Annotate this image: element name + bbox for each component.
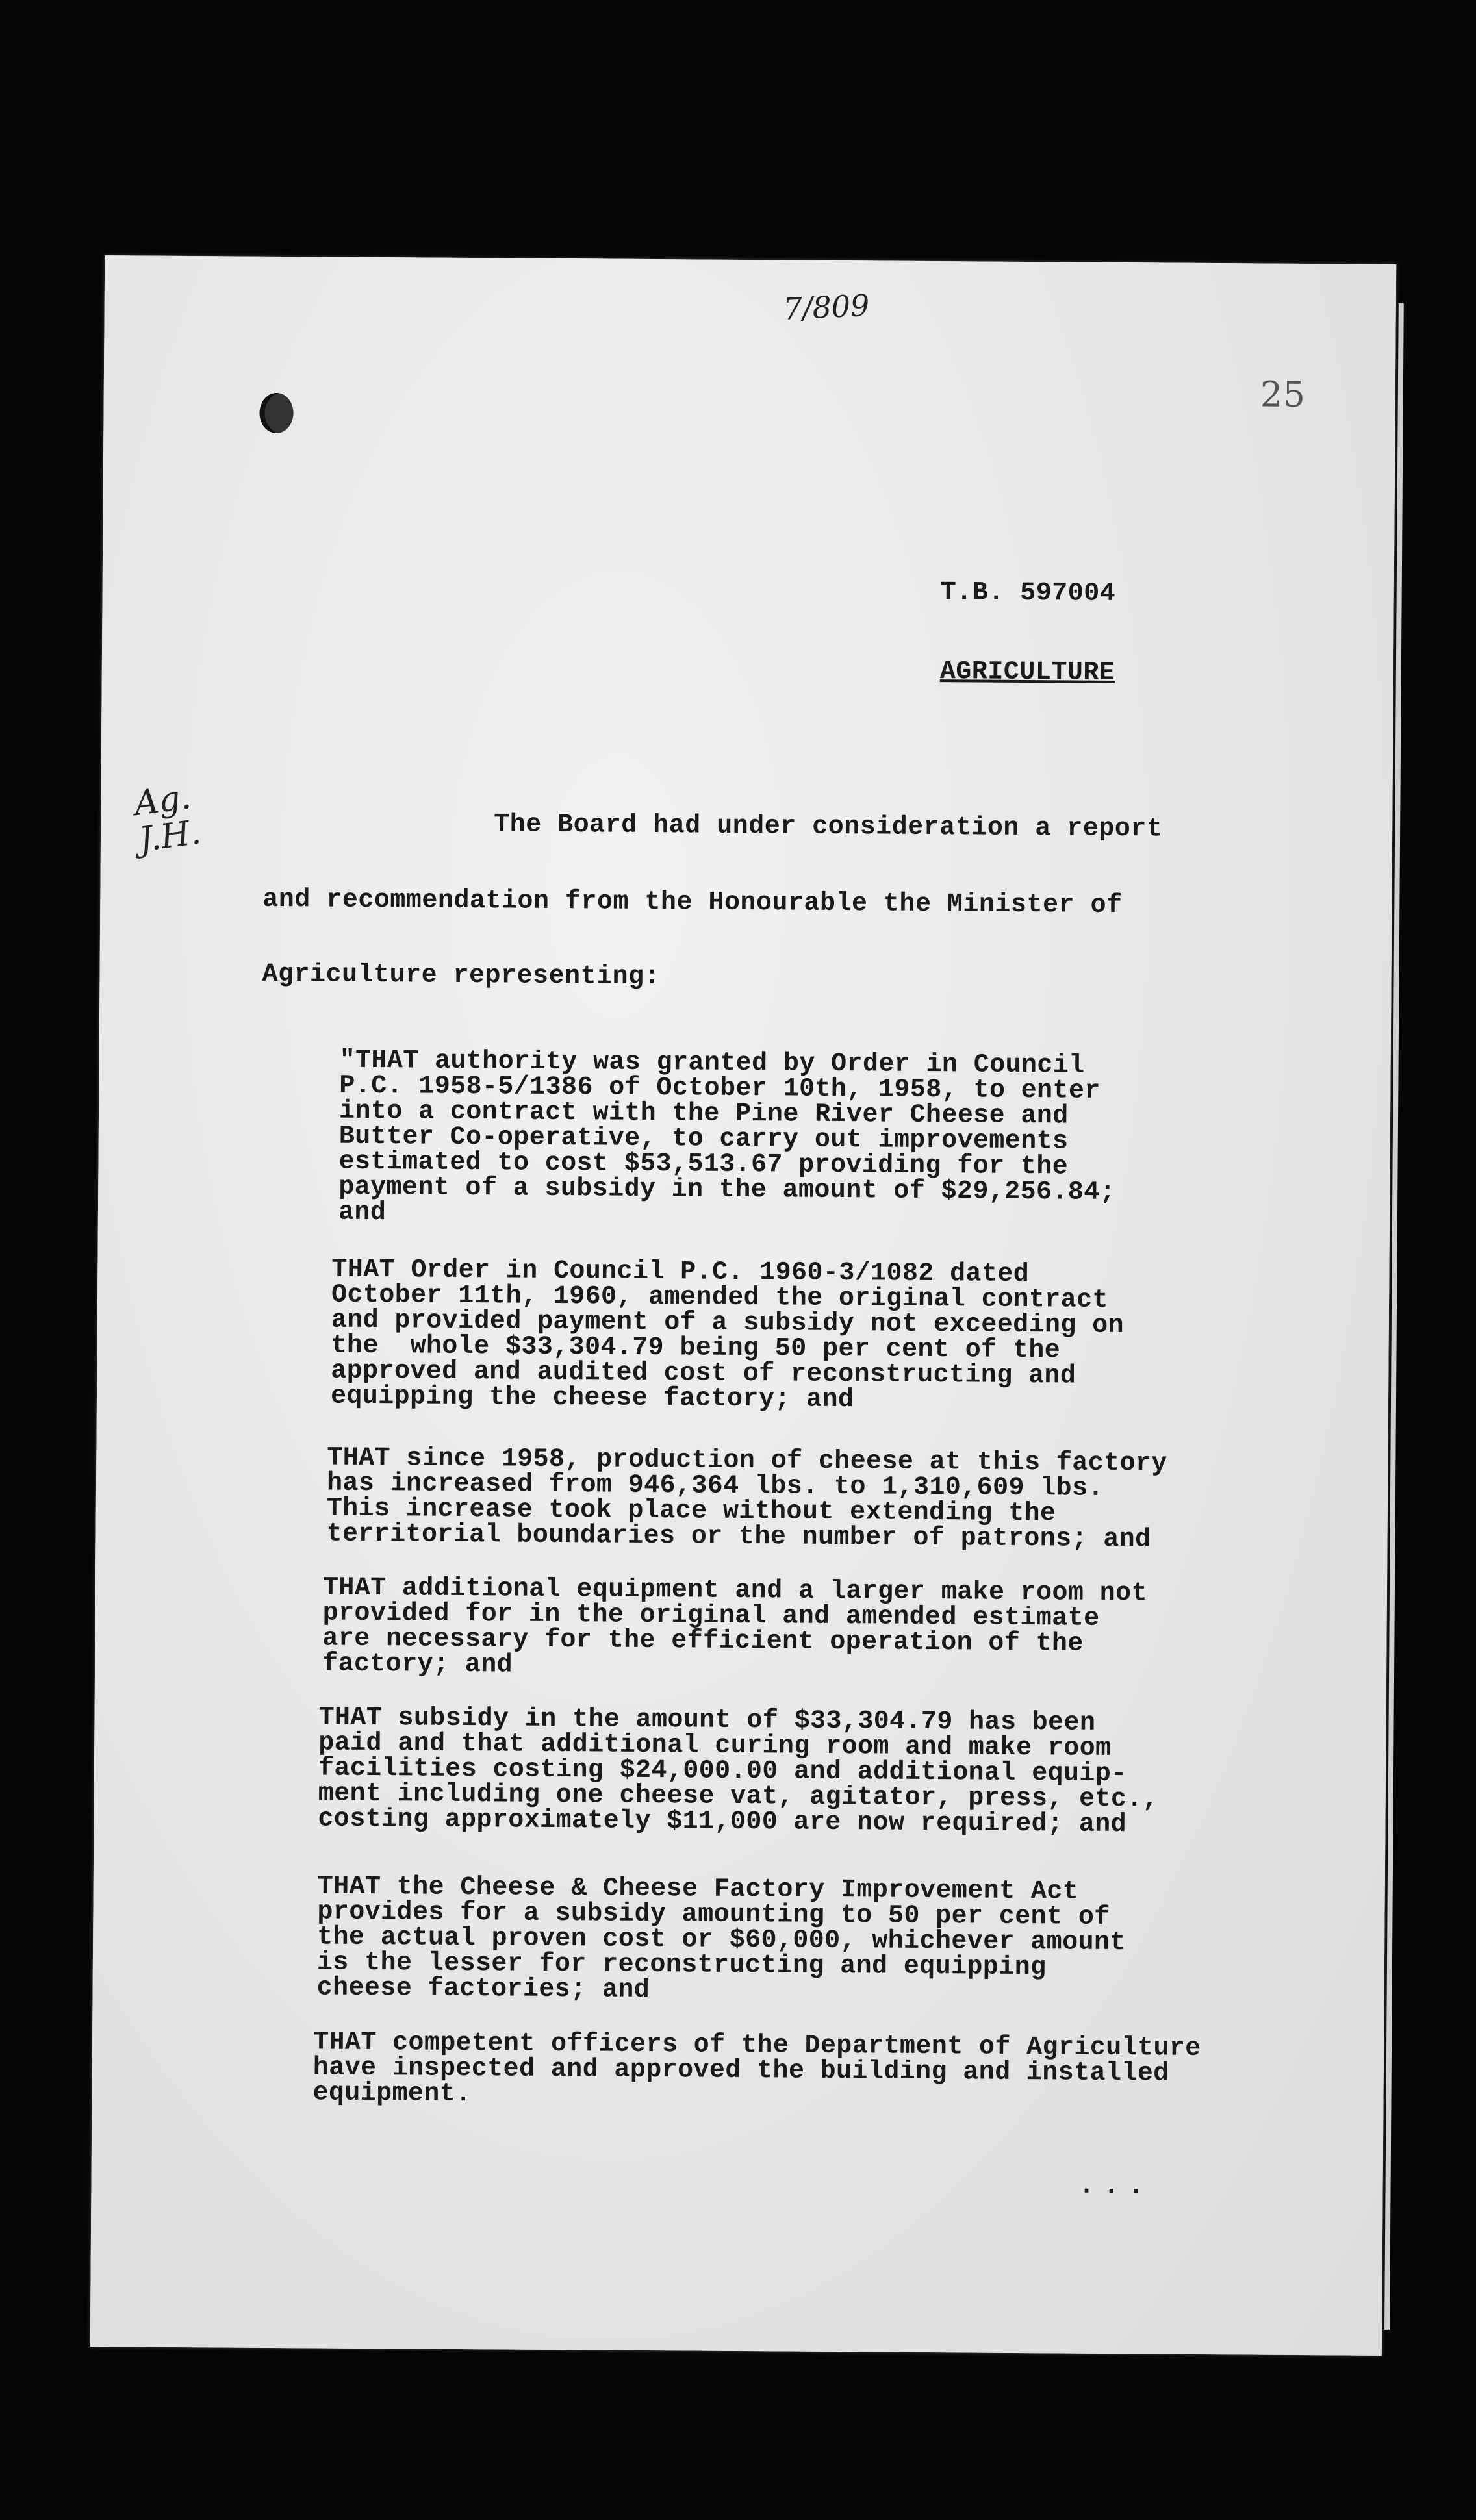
file-reference: 7/809 bbox=[782, 287, 871, 327]
clause-paragraph: THAT Order in Council P.C. 1960-3/1082 dated October 11th, 1960, amended the original contract and provided payment of a subsidy not exceeding on the whole $33,304.79 being 50 per cent of the approved and audited cost of reconstructing and equipping the cheese factory; and bbox=[330, 1255, 1125, 1415]
treasury-board-number: T.B. 597004 bbox=[940, 578, 1116, 609]
intro-line-2: and recommendation from the Honourable the Minister of bbox=[262, 885, 1123, 921]
page-edge bbox=[1384, 303, 1404, 2330]
page-number: 25 bbox=[1260, 373, 1306, 416]
continuation-marker: ... bbox=[1078, 2171, 1153, 2202]
clause-paragraph: THAT additional equipment and a larger make room not provided for in the original and amended estimate are necessary for the efficient operation of the factory; and bbox=[322, 1573, 1148, 1680]
intro-line-1: The Board had under consideration a report bbox=[494, 810, 1163, 844]
punch-hole bbox=[259, 393, 293, 433]
clause-paragraph: THAT competent officers of the Department of Agriculture have inspected and approved the building and installed equipment. bbox=[312, 2028, 1201, 2110]
clause-paragraph: THAT since 1958, production of cheese at this factory has increased from 946,364 lbs. to 1,310,609 lbs. This increase took place without extending the territorial boundaries or the number of patrons; and bbox=[326, 1443, 1167, 1555]
document-page bbox=[90, 255, 1396, 2356]
intro-line-3: Agriculture representing: bbox=[262, 959, 661, 992]
clause-paragraph: THAT subsidy in the amount of $33,304.79 has been paid and that additional curing room and make room facilities costing $24,000.00 and additional equip- ment including one cheese vat, agitator, press, etc., costing approximately $11,000 are now required; and bbox=[318, 1703, 1159, 1840]
margin-initials: Ag. J.H. bbox=[131, 777, 203, 860]
clause-paragraph: "THAT authority was granted by Order in Council P.C. 1958-5/1386 of October 10th, 1958, to enter into a contract with the Pine River Cheese and Butter Co-operative, to carry out improvements estimated to cost $53,513.67 providing for the payment of a subsidy in the amount of $29,256.84; and bbox=[338, 1046, 1116, 1228]
clause-paragraph: THAT the Cheese & Cheese Factory Improvement Act provides for a subsidy amounting to 50 per cent of the actual proven cost or $60,000, whichever amount is the lesser for reconstructing and equipping cheese factories; and bbox=[316, 1872, 1126, 2006]
department-heading: AGRICULTURE bbox=[939, 657, 1115, 688]
